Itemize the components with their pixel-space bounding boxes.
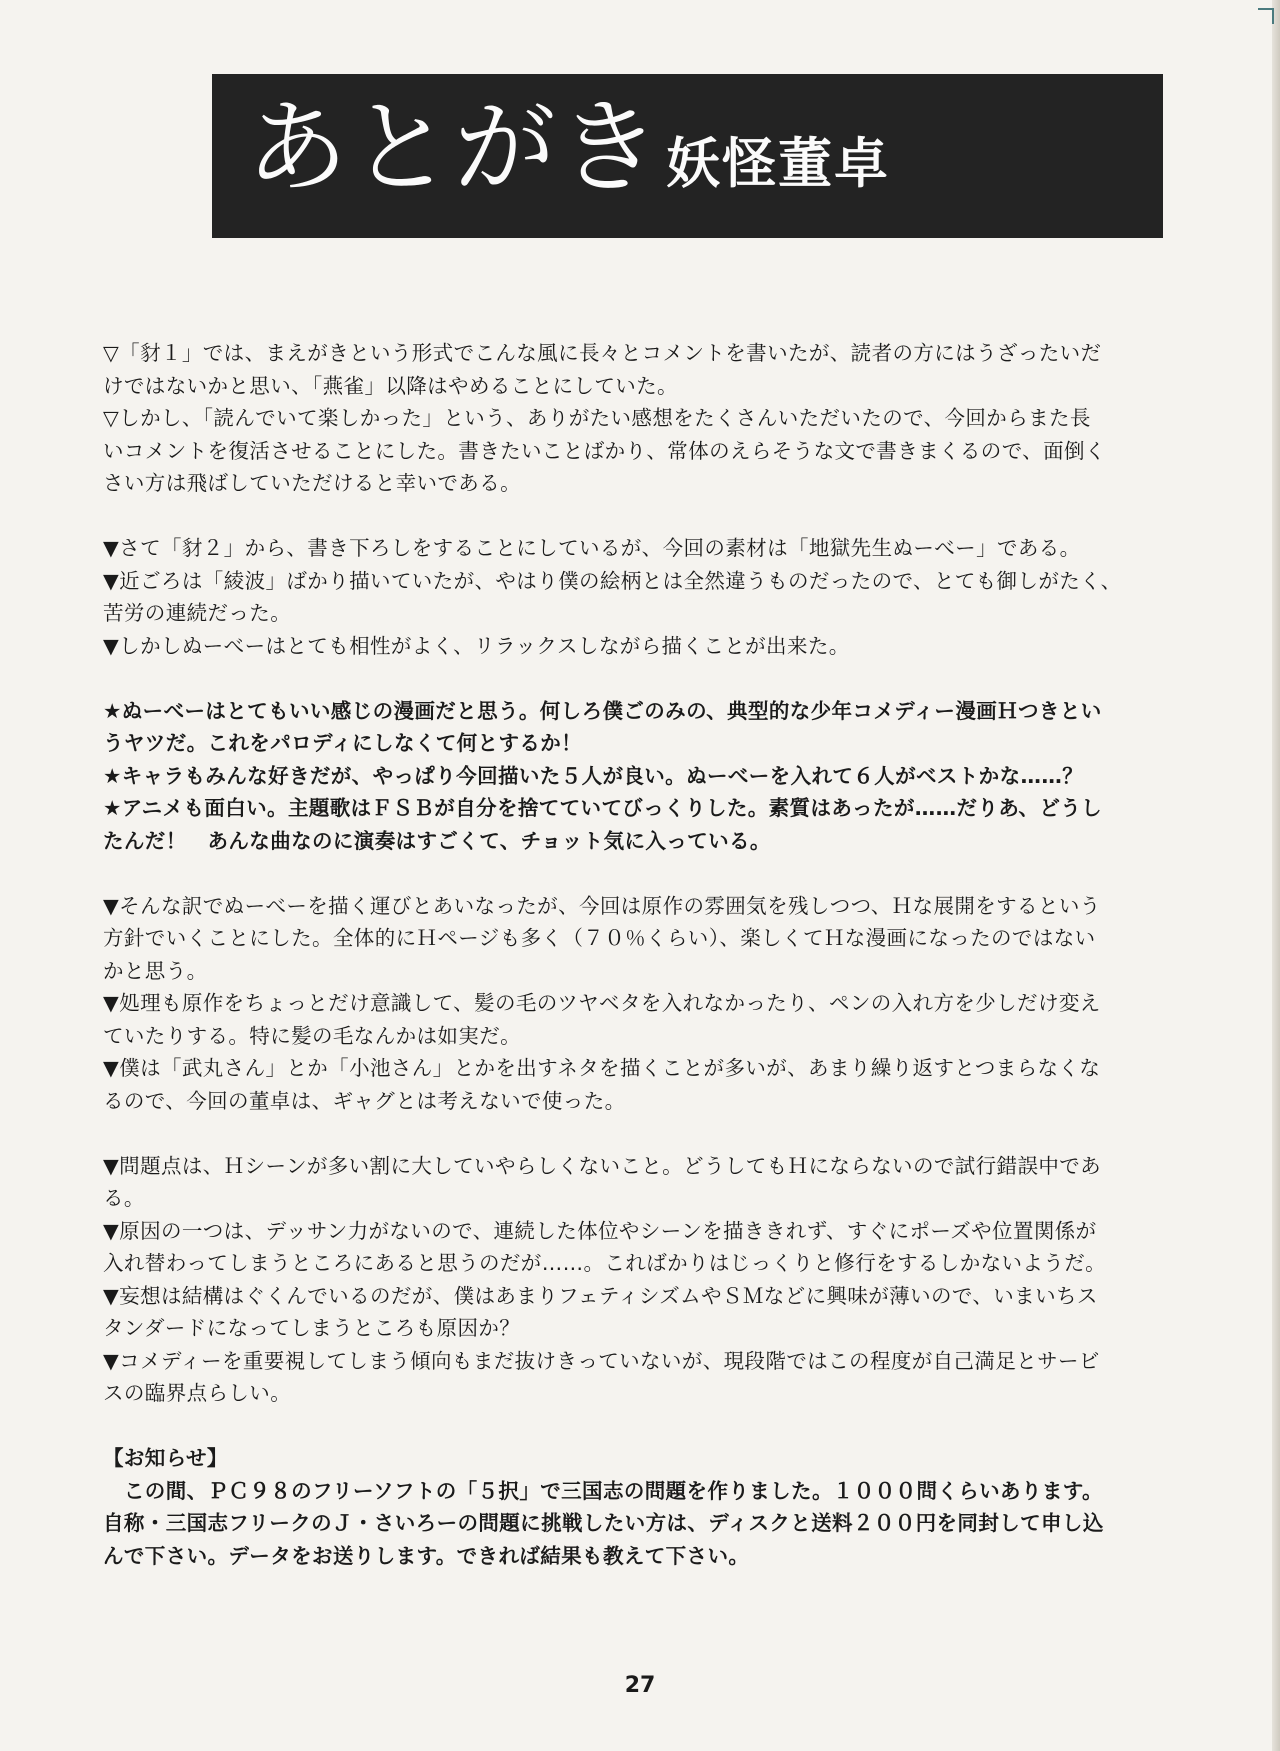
paragraph — [103, 1150, 1165, 1410]
notice-line: 自称・三国志フリークのＪ・さいろーの問題に挑戦したい方は、ディスクと送料２００円を同封して申し込 — [103, 1511, 1104, 1535]
paragraph — [103, 337, 1165, 500]
text-line: ▼妄想は結構はぐくんでいるのだが、僕はあまりフェティシズムやＳＭなどに興味が薄いので、いまいちス — [103, 1283, 1098, 1308]
text-line: 苦労の連続だった。 — [103, 601, 292, 625]
text-line: いコメントを復活させることにした。書きたいことばかり、常体のえらそうな文で書きまくるので、面倒く — [103, 438, 1106, 463]
text-line: 入れ替わってしまうところにあると思うのだが……。こればかりはじっくりと修行をするしかないようだ。 — [103, 1251, 1106, 1275]
text-line: ていたりする。特に髪の毛なんかは如実だ。 — [103, 1023, 521, 1048]
page-title: あとがき — [246, 89, 662, 208]
paragraph-gap — [103, 857, 1165, 890]
text-line: ▼近ごろは「綾波」ばかり描いていたが、やはり僕の絵柄とは全然違うものだったので、とても御しがたく、 — [103, 568, 1122, 593]
page-edge — [1272, 0, 1280, 1751]
notice-heading: 【お知らせ】 — [103, 1446, 228, 1470]
text-line: けではないかと思い、「燕雀」以降はやめることにしていた。 — [103, 373, 678, 398]
paragraph-gap — [103, 1117, 1165, 1150]
text-line: さい方は飛ばしていただけると幸いである。 — [103, 471, 521, 495]
paragraph — [103, 532, 1165, 662]
text-line: かと思う。 — [103, 958, 208, 983]
paragraph — [103, 890, 1165, 1118]
notice-line: んで下さい。データをお送りします。できれば結果も教えて下さい。 — [103, 1543, 750, 1568]
notice-line: この間、ＰＣ９８のフリーソフトの「５択」で三国志の問題を作りました。１０００問くらいあります。 — [103, 1478, 1103, 1503]
text-line: ★キャラもみんな好きだが、やっぱり今回描いた５人が良い。ぬーべーを入れて６人がベストかな……？ — [103, 763, 1084, 788]
paragraph-gap — [103, 1410, 1165, 1443]
text-line: たんだ！ あんな曲なのに演奏はすごくて、チョット気に入っている。 — [103, 828, 771, 853]
page-number: 27 — [624, 1673, 656, 1698]
paragraph-list — [103, 337, 1165, 1410]
text-line: 方針でいくことにした。全体的にＨページも多く（７０％くらい）、楽しくてＨな漫画になったのではない — [103, 926, 1096, 950]
title-banner — [212, 74, 1163, 238]
text-line: ▼僕は「武丸さん」とか「小池さん」とかを出すネタを描くことが多いが、あまり繰り返すとつまらなくな — [103, 1056, 1101, 1080]
text-line: ▽しかし、「読んでいて楽しかった」という、ありがたい感想をたくさんいただいたので、今回からまた長 — [103, 406, 1091, 430]
text-line: スの臨界点らしい。 — [103, 1381, 292, 1405]
paragraph — [103, 695, 1165, 858]
text-line: ▼しかしぬーべーはとても相性がよく、リラックスしながら描くことが出来た。 — [103, 633, 850, 658]
corner-mark — [1258, 8, 1274, 24]
text-line: る。 — [103, 1186, 145, 1210]
text-line: ▼コメディーを重要視してしまう傾向もまだ抜けきっていないが、現段階ではこの程度が自己満足とサービ — [103, 1348, 1100, 1373]
text-line: ★アニメも面白い。主題歌はＦＳＢが自分を捨てていてびっくりした。素質はあったが……だりあ、どうし — [103, 796, 1103, 820]
article-body — [103, 337, 1165, 1572]
text-line: ▼さて「豺２」から、書き下ろしをすることにしているが、今回の素材は「地獄先生ぬーべー」である。 — [103, 536, 1081, 560]
text-line: ★ぬーべーはとてもいい感じの漫画だと思う。何しろ僕ごのみの、典型的な少年コメディー漫画Ｈつきとい — [103, 698, 1102, 723]
notice-body — [103, 1475, 1165, 1573]
text-line: ▼原因の一つは、デッサン力がないので、連続した体位やシーンを描ききれず、すぐにポーズや位置関係が — [103, 1218, 1097, 1243]
text-line: うヤツだ。これをパロディにしなくて何とするか！ — [103, 731, 583, 755]
author-name: 妖怪董卓 — [666, 132, 890, 195]
paragraph-gap — [103, 500, 1165, 533]
text-line: タンダードになってしまうところも原因か？ — [103, 1316, 521, 1340]
text-line: ▽「豺１」では、まえがきという形式でこんな風に長々とコメントを書いたが、読者の方にはうざったいだ — [103, 341, 1102, 365]
text-line: ▼処理も原作をちょっとだけ意識して、髪の毛のツヤベタを入れなかったり、ペンの入れ方を少しだけ変え — [103, 991, 1101, 1015]
text-line: るので、今回の董卓は、ギャグとは考えないで使った。 — [103, 1088, 626, 1113]
paragraph-gap — [103, 662, 1165, 695]
text-line: ▼そんな訳でぬーべーを描く運びとあいなったが、今回は原作の雰囲気を残しつつ、Ｈな展開をするという — [103, 893, 1101, 918]
text-line: ▼問題点は、Ｈシーンが多い割に大していやらしくないこと。どうしてもＨにならないので試行錯誤中であ — [103, 1153, 1102, 1178]
